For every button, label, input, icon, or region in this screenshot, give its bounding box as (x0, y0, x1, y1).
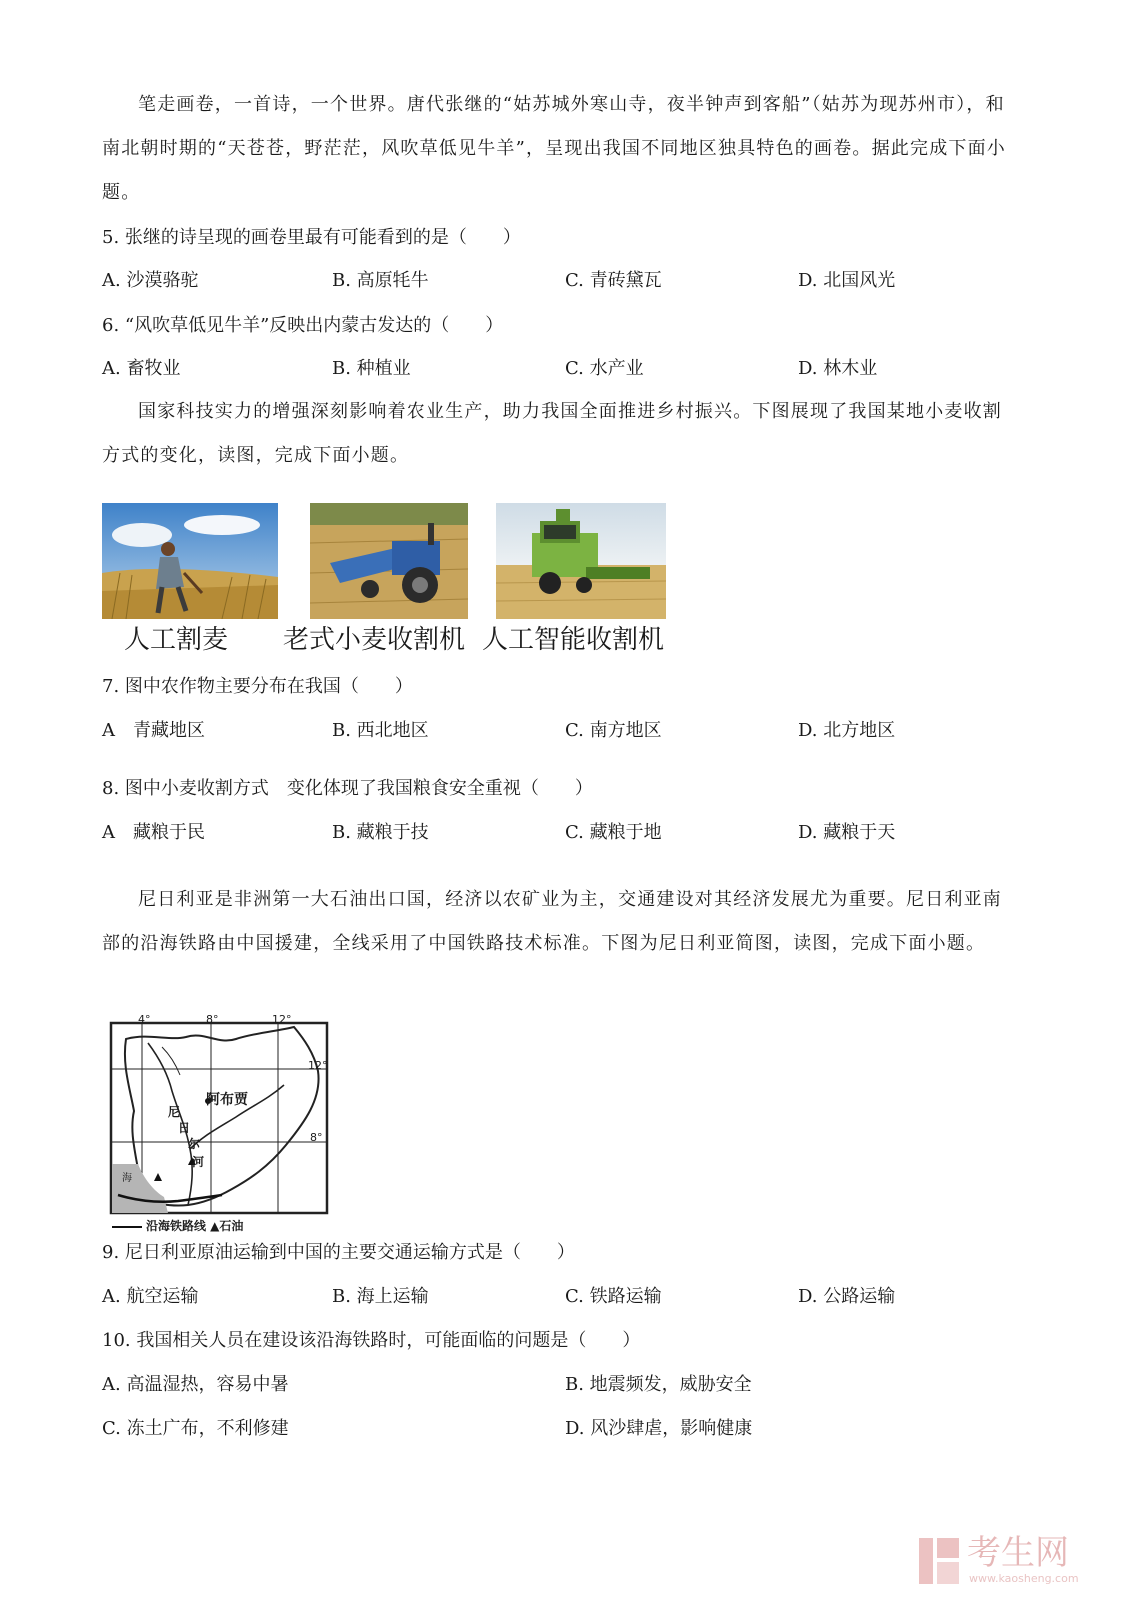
q5-option-c: C. 青砖黛瓦 (565, 270, 662, 291)
q10-option-a: A. 高温湿热，容易中暑 (102, 1374, 289, 1395)
map-lon-8: 8° (206, 1013, 219, 1026)
question-5-stem: 5. 张继的诗呈现的画卷里最有可能看到的是（ ） (102, 227, 521, 248)
q9-option-b: B. 海上运输 (332, 1286, 429, 1307)
q5-option-d: D. 北国风光 (798, 270, 896, 291)
map-lon-4: 4° (138, 1013, 151, 1026)
question-9-stem: 9. 尼日利亚原油运输到中国的主要交通运输方式是（ ） (102, 1242, 575, 1263)
q10-option-d: D. 风沙肆虐，影响健康 (565, 1418, 753, 1439)
map-lat-12: 12° (308, 1059, 328, 1072)
question-7-stem: 7. 图中农作物主要分布在我国（ ） (102, 676, 413, 697)
passage-wheat: 国家科技实力的增强深刻影响着农业生产，助力我国全面推进乡村振兴。下图展现了我国某地小麦收割方式的变化，读图，完成下面小题。 (102, 401, 1002, 466)
q7-option-b: B. 西北地区 (332, 720, 429, 741)
q6-option-a: A. 畜牧业 (102, 358, 181, 379)
q8-option-c: C. 藏粮于地 (565, 822, 662, 843)
q8-option-d: D. 藏粮于天 (798, 822, 896, 843)
question-8-stem: 8. 图中小麦收割方式 变化体现了我国粮食安全重视（ ） (102, 778, 593, 799)
caption-manual-harvest: 人工割麦 (124, 625, 229, 655)
q7-option-c: C. 南方地区 (565, 720, 662, 741)
question-10-stem: 10. 我国相关人员在建设该沿海铁路时，可能面临的问题是（ ） (102, 1330, 641, 1351)
q6-option-c: C. 水产业 (565, 358, 644, 379)
caption-ai-harvester: 人工智能收割机 (482, 625, 665, 655)
map-river-char-2: 日 (178, 1121, 191, 1135)
q7-option-d: D. 北方地区 (798, 720, 896, 741)
q5-option-a: A. 沙漠骆驼 (102, 270, 199, 291)
q9-option-a: A. 航空运输 (102, 1286, 199, 1307)
map-river-char-1: 尼 (168, 1105, 181, 1119)
q10-option-c: C. 冻土广布，不利修建 (102, 1418, 289, 1439)
q9-option-c: C. 铁路运输 (565, 1286, 662, 1307)
map-legend (112, 1217, 243, 1234)
q8-option-b: B. 藏粮于技 (332, 822, 429, 843)
photo-old-harvester (310, 503, 468, 619)
photo-ai-harvester (496, 503, 666, 619)
map-river-char-3: 尔 (188, 1137, 201, 1151)
map-lat-8: 8° (310, 1131, 323, 1144)
q5-option-b: B. 高原牦牛 (332, 270, 429, 291)
passage-poetry: 笔走画卷，一首诗，一个世界。唐代张继的“姑苏城外寒山寺，夜半钟声到客船”（姑苏为现苏州市），和南北朝时期的“天苍苍，野茫茫，风吹草低见牛羊”，呈现出我国不同地区独具特色的画卷。据此完成下面小题。 (102, 94, 1006, 203)
map-lon-12: 12° (272, 1013, 292, 1026)
question-6-stem: 6. “风吹草低见牛羊”反映出内蒙古发达的（ ） (102, 315, 504, 336)
q6-option-d: D. 林木业 (798, 358, 878, 379)
map-legend-text: 沿海铁路线 ▲石油 (146, 1219, 244, 1233)
q9-option-d: D. 公路运输 (798, 1286, 896, 1307)
passage-nigeria: 尼日利亚是非洲第一大石油出口国，经济以农矿业为主，交通建设对其经济发展尤为重要。尼日利亚南部的沿海铁路由中国援建，全线采用了中国铁路技术标准。下图为尼日利亚简图，读图，完成下面小题。 (102, 889, 1002, 954)
railway-legend-swatch (112, 1226, 142, 1228)
kaosheng-logo-icon (917, 1536, 961, 1586)
map-capital-label: 阿布贾 (206, 1092, 248, 1108)
caption-old-harvester: 老式小麦收割机 (283, 625, 466, 655)
kaosheng-watermark (917, 1534, 1117, 1590)
photo-manual-harvest (102, 503, 278, 619)
map-river-char-4: 河 (192, 1155, 205, 1169)
map-sea-label: 海 (122, 1173, 132, 1184)
nigeria-sketch-map (108, 1013, 338, 1239)
q7-option-a: A 青藏地区 (102, 720, 205, 741)
q8-option-a: A 藏粮于民 (102, 822, 205, 843)
q6-option-b: B. 种植业 (332, 358, 411, 379)
q10-option-b: B. 地震频发，威胁安全 (565, 1374, 752, 1395)
watermark-url: www.kaosheng.com (969, 1572, 1079, 1585)
watermark-brand: 考生网 (967, 1533, 1069, 1573)
